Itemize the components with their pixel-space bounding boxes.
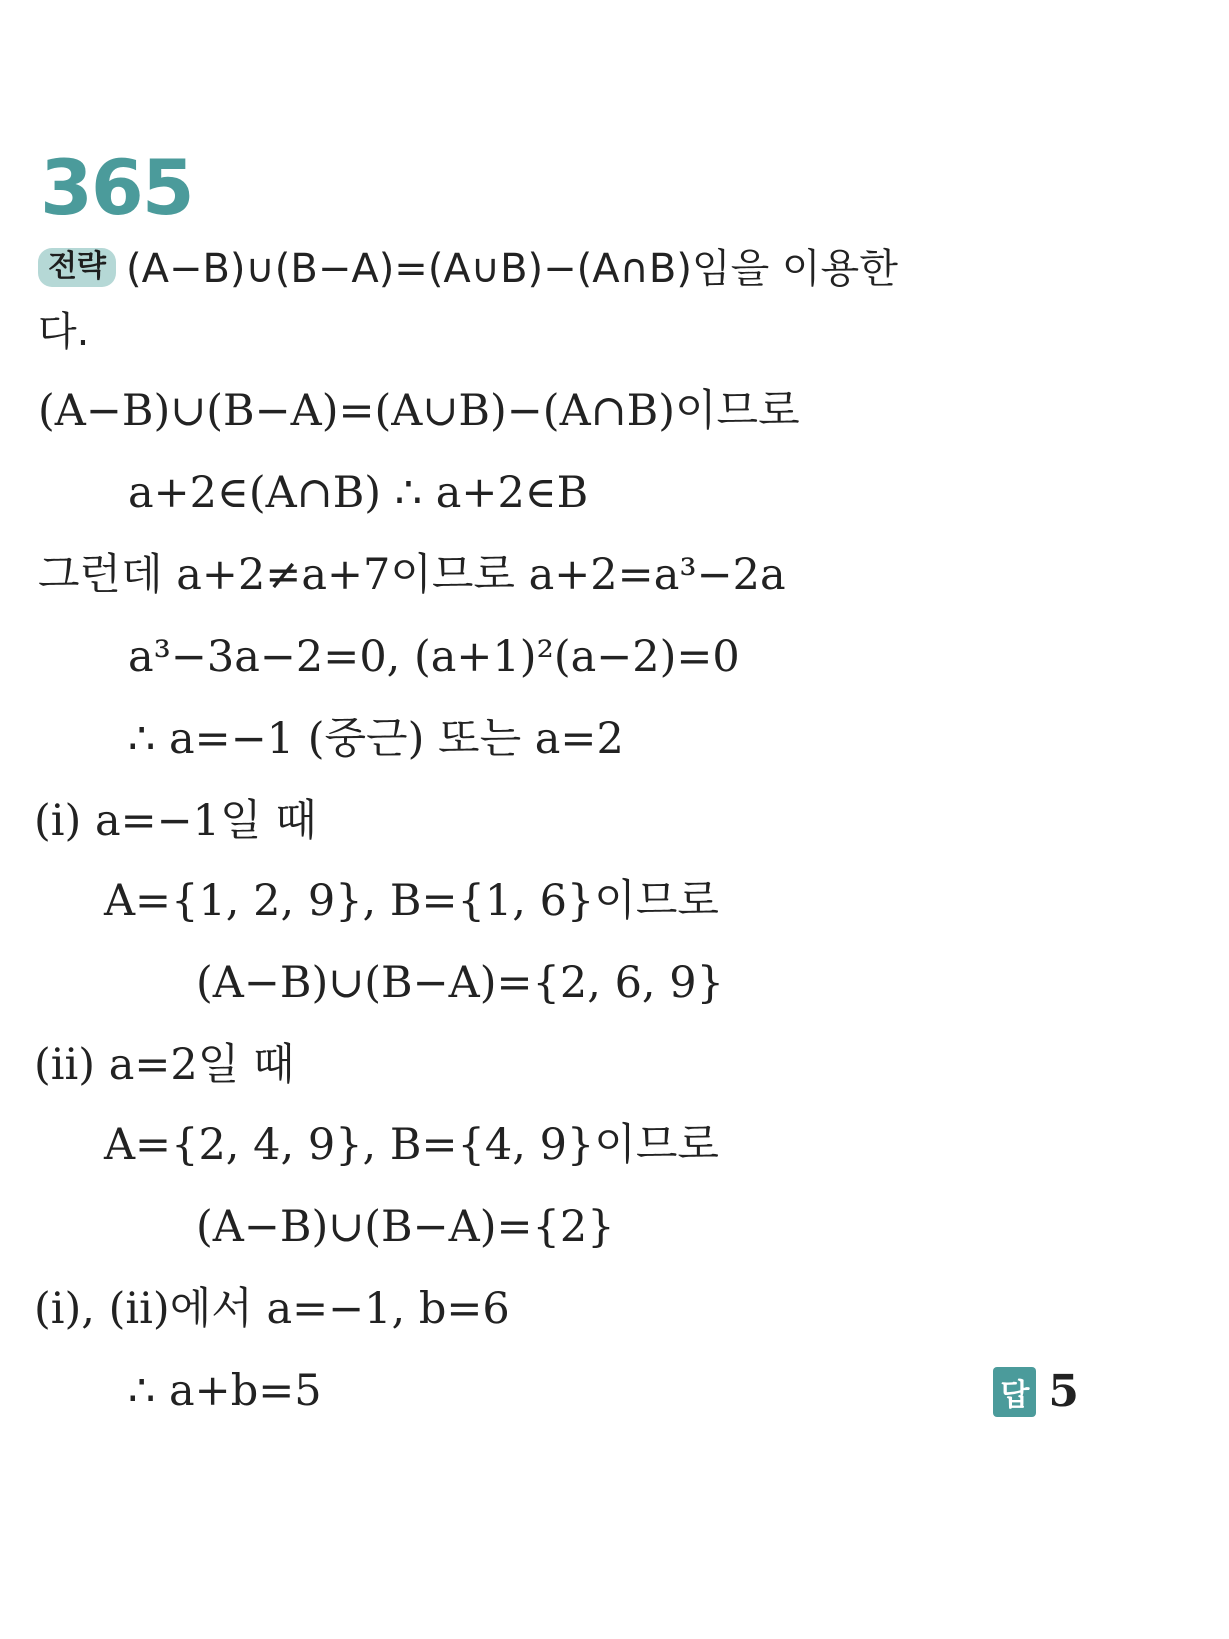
solution-line-6: (ⅰ) a=−1일 때 [34, 796, 317, 846]
solution-line-5: ∴ a=−1 (중근) 또는 a=2 [128, 714, 624, 764]
solution-line-8: (A−B)∪(B−A)={2, 6, 9} [196, 958, 724, 1008]
solution-line-9: (ⅱ) a=2일 때 [34, 1040, 295, 1090]
answer-box [993, 1366, 1079, 1417]
strategy-badge: 전략 [38, 248, 116, 287]
strategy-line-1 [38, 246, 898, 292]
solution-line-11: (A−B)∪(B−A)={2} [196, 1202, 615, 1252]
strategy-line-2: 다. [38, 309, 90, 355]
solution-line-1: (A−B)∪(B−A)=(A∪B)−(A∩B)이므로 [38, 386, 800, 436]
solution-line-13: ∴ a+b=5 [128, 1366, 322, 1416]
answer-value: 5 [1048, 1366, 1079, 1417]
strategy-text-1: (A−B)∪(B−A)=(A∪B)−(A∩B)임을 이용한 [125, 246, 898, 292]
solution-line-7: A={1, 2, 9}, B={1, 6}이므로 [104, 876, 719, 926]
solution-line-2: a+2∈(A∩B) ∴ a+2∈B [128, 468, 589, 518]
problem-number: 365 [40, 143, 193, 232]
solution-line-3: 그런데 a+2≠a+7이므로 a+2=a³−2a [38, 550, 786, 600]
solution-line-10: A={2, 4, 9}, B={4, 9}이므로 [104, 1120, 719, 1170]
answer-badge: 답 [993, 1367, 1036, 1417]
solution-line-12: (ⅰ), (ⅱ)에서 a=−1, b=6 [34, 1284, 510, 1334]
solution-line-4: a³−3a−2=0, (a+1)²(a−2)=0 [128, 632, 740, 682]
